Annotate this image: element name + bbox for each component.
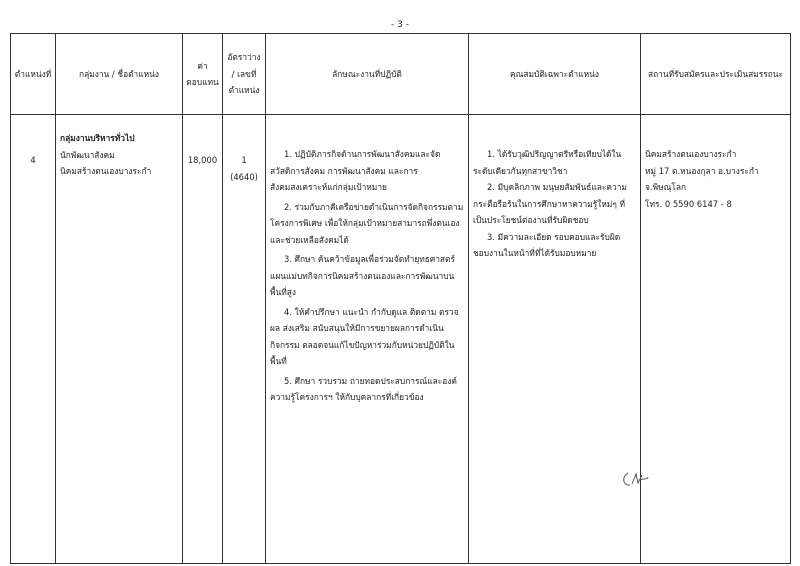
duty-item: 3. ศึกษา ค้นคว้าข้อมูลเพื่อร่วมจัดทำยุทธศาสตร์ แผนแม่บทกิจการนิคมสร้างตนเองและการพัฒนาบนพื้นที่สูง — [270, 254, 455, 297]
duty-item: 4. ให้คำปรึกษา แนะนำ กำกับดูแล ติดตาม ตรวจผล ส่งเสริม สนับสนุนให้มีการขยายผลการดำเนินกิจกรรม ตลอดจนแก้ไขปัญหาร่วมกับหน่วยปฏิบัติในพื้นที่ — [270, 306, 459, 366]
header-salary: ค่าตอบแทน — [183, 34, 223, 115]
duty-item: 5. ศึกษา รวบรวม ถ่ายทอดประสบการณ์และองค์ความรู้โครงการฯ ให้กับบุคลากรที่เกี่ยวข้อง — [270, 375, 458, 402]
table-row — [11, 115, 791, 564]
position-name: นักพัฒนาสังคม — [60, 149, 115, 160]
group-name: กลุ่มงานบริหารทั่วไป — [60, 133, 135, 143]
location-line: หมู่ 17 ต.หนองกุลา อ.บางระกำ — [645, 165, 759, 176]
unit-name: นิคมสร้างตนเองบางระกำ — [60, 166, 152, 176]
salary-value: 18,000 — [187, 155, 218, 165]
cell-rate — [223, 115, 266, 564]
cell-salary — [183, 115, 223, 564]
cell-position-no — [11, 115, 56, 564]
rate-value: 1 — [241, 155, 247, 165]
header-duties: ลักษณะงานที่ปฏิบัติ — [266, 34, 469, 115]
cell-qualifications — [469, 115, 641, 564]
duty-item: 1. ปฏิบัติภารกิจด้านการพัฒนาสังคมและจัดสวัสดิการสังคม การพัฒนาสังคม และการสังคมสงเคราะห์แก่กลุ่มเป้าหมาย — [270, 149, 441, 192]
duty-item: 2. ร่วมกับภาคีเครือข่ายดำเนินการจัดกิจกรรมตามโครงการพิเศษ เพื่อให้กลุ่มเป้าหมายสามารถพึ่งตนเอง และช่วยเหลือสังคมได้ — [270, 201, 464, 245]
header-position-no: ตำแหน่งที่ — [11, 34, 56, 115]
rate-code: (4640) — [230, 171, 258, 182]
qualification-item: 2. มีบุคลิกภาพ มนุษยสัมพันธ์และความกระตือรือร้นในการศึกษาหาความรู้ใหม่ๆ ที่เป็นประโยชน์ต่องานที่รับผิดชอบ — [473, 182, 627, 225]
signature-mark — [620, 468, 650, 494]
location-line: จ.พิษณุโลก — [645, 182, 687, 192]
header-group-position: กลุ่มงาน / ชื่อตำแหน่ง — [56, 34, 183, 115]
qualification-item: 1. ได้รับวุฒิปริญญาตรีหรือเทียบได้ในระดับเดียวกันทุกสาขาวิชา — [473, 149, 622, 176]
header-rate: อัตราว่าง / เลขที่ตำแหน่ง — [223, 34, 266, 115]
position-table — [10, 33, 791, 564]
header-row — [11, 34, 791, 115]
header-location: สถานที่รับสมัครและประเมินสมรรถนะ — [641, 34, 791, 115]
qualification-item: 3. มีความละเอียด รอบคอบและรับผิดชอบงานในหน้าที่ที่ได้รับมอบหมาย — [473, 231, 621, 258]
cell-group-position — [56, 115, 183, 564]
location-line: นิคมสร้างตนเองบางระกำ — [645, 149, 737, 159]
cell-location — [641, 115, 791, 564]
header-qualifications: คุณสมบัติเฉพาะตำแหน่ง — [469, 34, 641, 115]
location-line: โทร. 0 5590 6147 - 8 — [645, 198, 732, 209]
page-number: - 3 - — [391, 20, 409, 30]
position-no: 4 — [30, 155, 36, 165]
cell-duties — [266, 115, 469, 564]
